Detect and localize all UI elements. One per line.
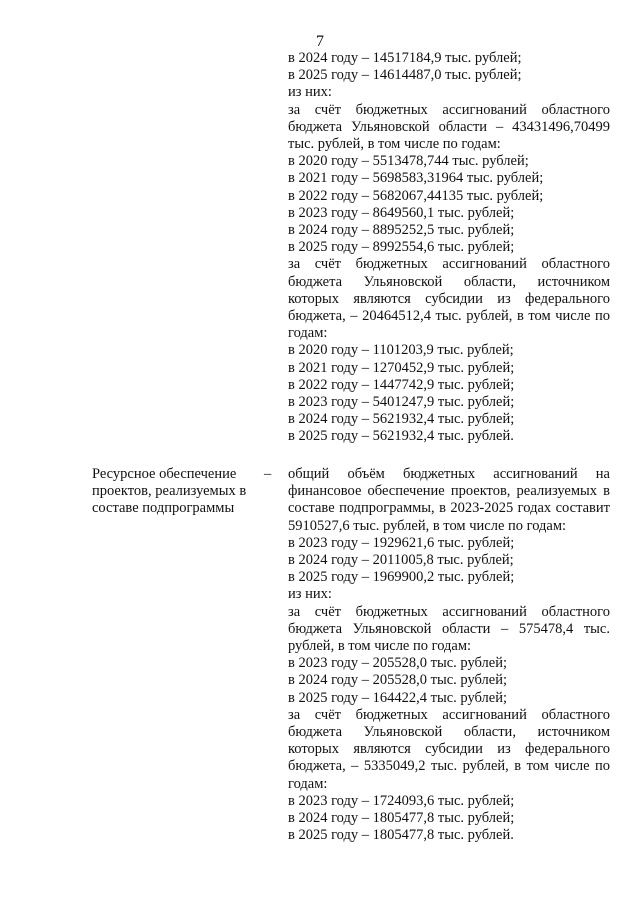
budget-line: в 2025 году – 1805477,8 тыс. рублей.: [288, 827, 514, 844]
budget-line: в 2024 году – 205528,0 тыс. рублей;: [288, 672, 508, 689]
regional-budget-paragraph: за счёт бюджетных ассигнований областного бюджета Ульяновской области – 43431496,70499 тыс. рублей, в том числе по годам:: [288, 101, 610, 153]
budget-years-block: [288, 50, 610, 446]
budget-line: в 2024 году – 8895252,5 тыс. рублей;: [288, 222, 515, 239]
budget-line: в 2025 году – 1969900,2 тыс. рублей;: [288, 569, 515, 586]
budget-line: в 2023 году – 8649560,1 тыс. рублей;: [288, 204, 515, 221]
budget-line: в 2025 году – 164422,4 тыс. рублей;: [288, 689, 508, 706]
projects-funding-block: [288, 466, 610, 844]
budget-line: в 2025 году – 5621932,4 тыс. рублей.: [288, 428, 514, 445]
budget-line: в 2021 году – 5698583,31964 тыс. рублей;: [288, 170, 544, 187]
section-label: Ресурсное обеспечение проектов, реализуемых в составе подпрограммы: [92, 466, 247, 517]
regional-budget-paragraph: за счёт бюджетных ассигнований областного бюджета Ульяновской области – 575478,4 тыс. рублей, в том числе по годам:: [288, 603, 610, 655]
page-number: 7: [316, 33, 324, 50]
budget-line: в 2020 году – 5513478,744 тыс. рублей;: [288, 153, 529, 170]
budget-line: в 2024 году – 1805477,8 тыс. рублей;: [288, 810, 515, 827]
budget-line: в 2023 году – 5401247,9 тыс. рублей;: [288, 394, 515, 411]
total-funding-paragraph: общий объём бюджетных ассигнований на финансовое обеспечение проектов, реализуемых в составе подпрограммы, в 2023-2025 годах составит 5910527,6 тыс. рублей, в том числе по годам:: [288, 466, 610, 534]
budget-line: в 2020 году – 1101203,9 тыс. рублей;: [288, 342, 514, 359]
budget-line: в 2023 году – 1724093,6 тыс. рублей;: [288, 792, 515, 809]
budget-line: в 2024 году – 5621932,4 тыс. рублей;: [288, 411, 515, 428]
budget-line: в 2023 году – 205528,0 тыс. рублей;: [288, 655, 508, 672]
budget-line: в 2024 году – 2011005,8 тыс. рублей;: [288, 552, 514, 569]
federal-subsidy-paragraph: за счёт бюджетных ассигнований областного бюджета Ульяновской области, источником которых являются субсидии из федерального бюджета, – 5335049,2 тыс. рублей, в том числе по годам:: [288, 706, 610, 792]
budget-line: в 2021 году – 1270452,9 тыс. рублей;: [288, 359, 515, 376]
federal-subsidy-paragraph: за счёт бюджетных ассигнований областного бюджета Ульяновской области, источником которых являются субсидии из федерального бюджета, – 20464512,4 тыс. рублей, в том числе по годам:: [288, 256, 610, 342]
budget-line: в 2024 году – 14517184,9 тыс. рублей;: [288, 50, 522, 66]
budget-line: в 2025 году – 14614487,0 тыс. рублей;: [288, 67, 522, 84]
budget-line: в 2022 году – 5682067,44135 тыс. рублей;: [288, 187, 544, 204]
budget-line: в 2023 году – 1929621,6 тыс. рублей;: [288, 534, 515, 551]
budget-line: из них:: [288, 586, 332, 603]
budget-line: из них:: [288, 84, 332, 101]
budget-line: в 2025 году – 8992554,6 тыс. рублей;: [288, 239, 515, 256]
budget-line: в 2022 году – 1447742,9 тыс. рублей;: [288, 376, 515, 393]
label-dash: –: [264, 466, 272, 482]
